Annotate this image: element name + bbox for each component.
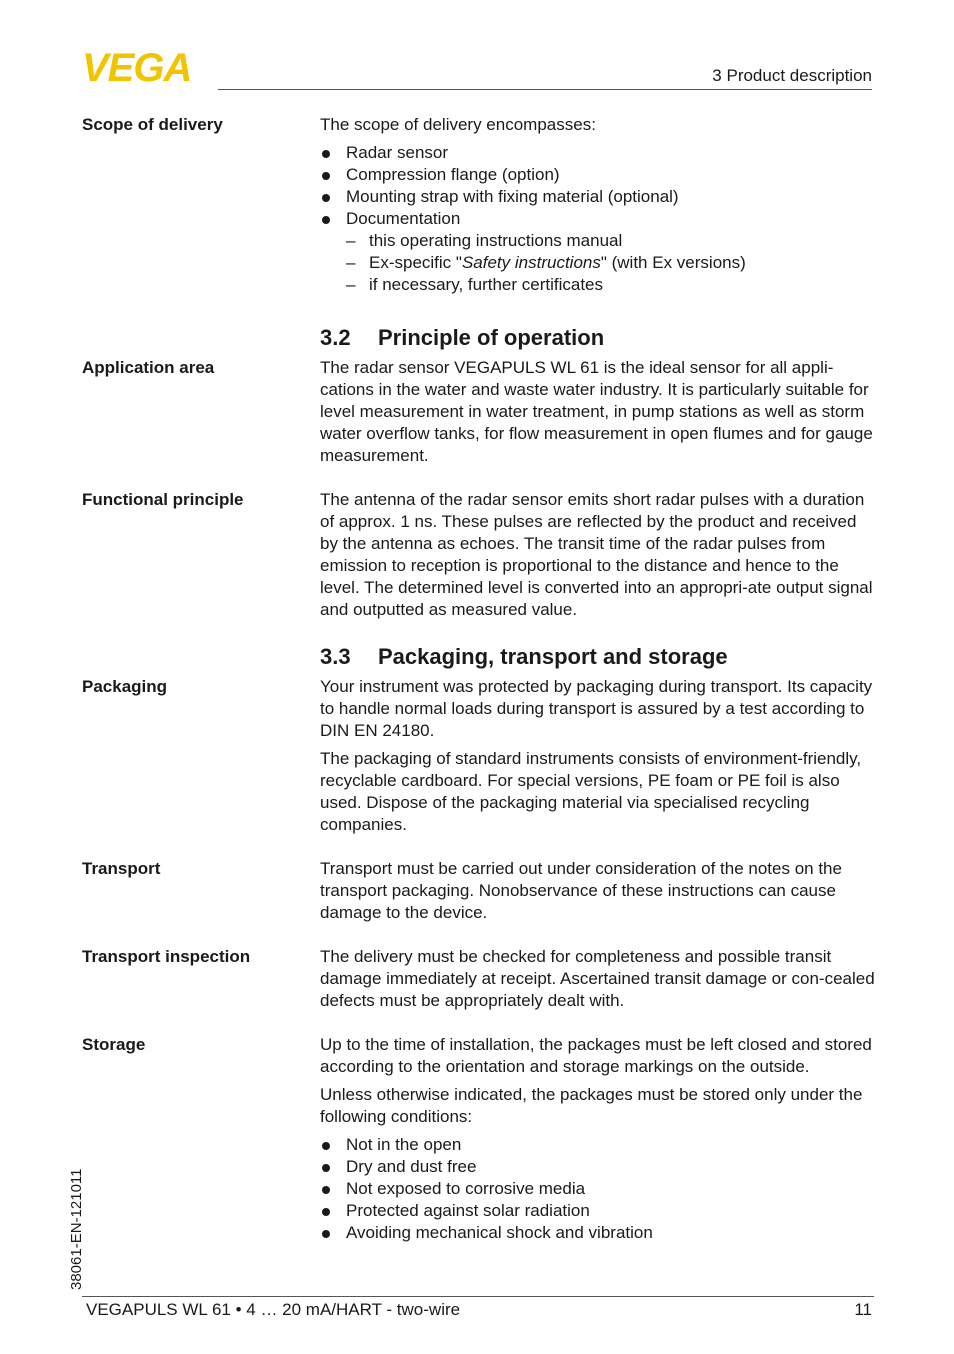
packaging-text: Your instrument was protected by packaging during transport. Its capacity to handle normal loads during transport is assured by a test according to DIN EN 24180. The packaging of standard instruments consists of environment-friendly, recyclable cardboard. For special versions, PE foam or PE foil is also used. Dispose of the packaging material via specialised recycling companies.	[320, 677, 873, 834]
transport-inspection-text: The delivery must be checked for completeness and possible transit damage immediately at receipt. Ascertained transit damage or con-cealed defects must be appropriately dealt with.	[320, 947, 875, 1010]
list-item: Compression flange (option)	[320, 164, 876, 186]
chapter-title: 3 Product description	[712, 66, 872, 85]
section-heading-3-3: 3.3 Packaging, transport and storage	[320, 644, 728, 669]
list-item: Mounting strap with fixing material (optional)	[320, 186, 876, 208]
footer-product: VEGAPULS WL 61 • 4 … 20 mA/HART - two-wire	[86, 1300, 461, 1319]
documentation-sublist	[320, 230, 876, 296]
list-item: – if necessary, further certificates	[346, 274, 876, 296]
storage-text: Up to the time of installation, the packages must be left closed and stored according to the orientation and storage markings on the outside. Unless otherwise indicated, the packages must be stored only under the following conditions: Not in the open Dry and dust free Not exposed to corrosive media Protected against solar radiation Avoiding mechanical shock and vibration	[320, 1034, 876, 1244]
document-code: 38061-EN-121011	[68, 1168, 85, 1290]
scope-label: Scope of delivery	[82, 115, 223, 134]
application-area-label: Application area	[82, 358, 215, 377]
transport-text: Transport must be carried out under consideration of the notes on the transport packaging. Nonobservance of these instructions can cause damage to the device.	[320, 859, 842, 922]
list-item: Dry and dust free	[320, 1156, 876, 1178]
transport-inspection-label: Transport inspection	[82, 947, 251, 966]
scope-list	[320, 142, 876, 230]
storage-label: Storage	[82, 1035, 146, 1054]
list-item: Protected against solar radiation	[320, 1200, 876, 1222]
scope-intro: The scope of delivery encompasses:	[320, 115, 596, 134]
logo-text: VEGA	[82, 50, 192, 84]
packaging-label: Packaging	[82, 677, 168, 696]
vega-logo	[82, 50, 212, 84]
list-item: – this operating instructions manual	[346, 230, 876, 252]
application-area-text: The radar sensor VEGAPULS WL 61 is the ideal sensor for all appli-cations in the water and waste water industry. It is particularly suitable for level measurement in water treatment, in pump stations as well as storm water overflow tanks, for flow measurement in open flumes and for gauge measurement.	[320, 358, 873, 465]
header-divider	[218, 89, 872, 90]
page-number: 11	[854, 1300, 872, 1319]
section-heading-3-2: 3.2 Principle of operation	[320, 325, 605, 350]
list-item: Not exposed to corrosive media	[320, 1178, 876, 1200]
transport-label: Transport	[82, 859, 161, 878]
functional-principle-label: Functional principle	[82, 490, 244, 509]
list-item: Documentation	[320, 208, 876, 230]
list-item: Radar sensor	[320, 142, 876, 164]
scope-text	[320, 114, 876, 296]
storage-conditions-list	[320, 1134, 876, 1244]
functional-principle-text: The antenna of the radar sensor emits short radar pulses with a duration of approx. 1 ns. These pulses are reflected by the product and received by the antenna as echoes. The transit time of the radar pulses from emission to reception is proportional to the distance and hence to the level. The determined level is converted into an appropri-ate output signal and outputted as measured value.	[320, 490, 873, 619]
list-item: Avoiding mechanical shock and vibration	[320, 1222, 876, 1244]
list-item: Not in the open	[320, 1134, 876, 1156]
footer-divider	[82, 1296, 874, 1297]
list-item: – Ex-specific "Safety instructions" (with Ex versions)	[346, 252, 876, 274]
